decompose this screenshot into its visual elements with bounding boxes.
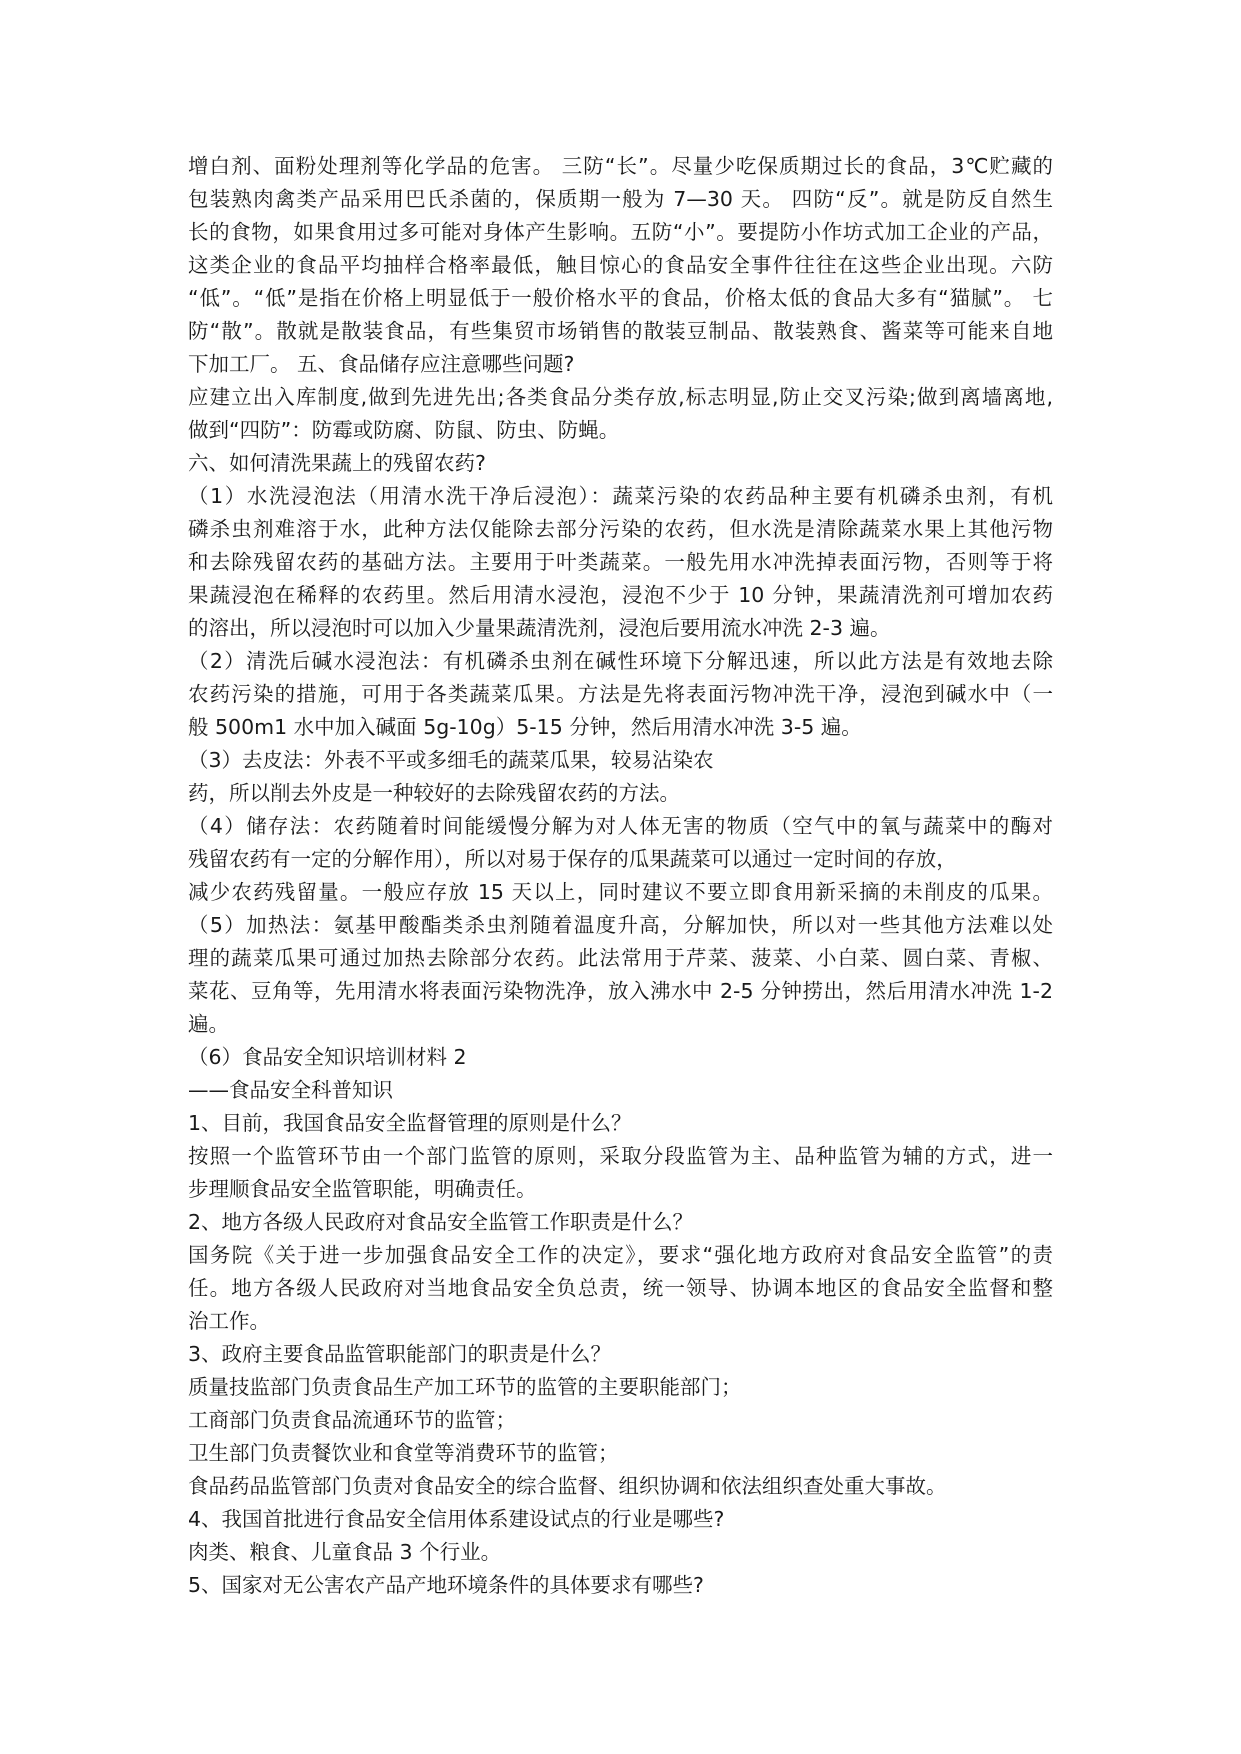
question-heading: 4、我国首批进行食品安全信用体系建设试点的行业是哪些?	[188, 1507, 725, 1531]
text-line: 增白剂、面粉处理剂等化学品的危害。 三防“长”。尽量少吃保质期过长的食品，3℃贮藏的	[188, 154, 1053, 178]
section-heading: （6）食品安全知识培训材料 2	[188, 1045, 467, 1069]
text-line: 药，所以削去外皮是一种较好的去除残留农药的方法。	[188, 781, 680, 805]
text-line: 应建立出入库制度,做到先进先出;各类食品分类存放,标志明显,防止交叉污染;做到离墙离地,	[188, 385, 1053, 409]
text-line: 这类企业的食品平均抽样合格率最低，触目惊心的食品安全事件往往在这些企业出现。六防	[188, 253, 1053, 277]
text-line: （3）去皮法：外表不平或多细毛的蔬菜瓜果，较易沾染农	[188, 748, 714, 772]
text-line: 卫生部门负责餐饮业和食堂等消费环节的监管；	[188, 1441, 619, 1465]
question-heading: 5、国家对无公害农产品产地环境条件的具体要求有哪些?	[188, 1573, 704, 1597]
text-line: 果蔬浸泡在稀释的农药里。然后用清水浸泡，浸泡不少于 10 分钟，果蔬清洗剂可增加农药	[188, 583, 1053, 607]
text-line: 遍。	[188, 1012, 229, 1036]
document-body	[188, 150, 1053, 1602]
text-line: 理的蔬菜瓜果可通过加热去除部分农药。此法常用于芹菜、菠菜、小白菜、圆白菜、青椒、	[188, 946, 1053, 970]
text-line: 按照一个监管环节由一个部门监管的原则，采取分段监管为主、品种监管为辅的方式，进一	[188, 1144, 1053, 1168]
text-line: “低”。“低”是指在价格上明显低于一般价格水平的食品，价格太低的食品大多有“猫腻”。 七	[188, 286, 1053, 310]
text-line: 菜花、豆角等，先用清水将表面污染物洗净，放入沸水中 2-5 分钟捞出，然后用清水冲洗 1-2	[188, 979, 1053, 1003]
text-line: 肉类、粮食、儿童食品 3 个行业。	[188, 1540, 502, 1564]
text-line: 和去除残留农药的基础方法。主要用于叶类蔬菜。一般先用水冲洗掉表面污物，否则等于将	[188, 550, 1053, 574]
text-line: 长的食物，如果食用过多可能对身体产生影响。五防“小”。要提防小作坊式加工企业的产品，	[188, 220, 1053, 244]
text-line: 做到“四防”：防霉或防腐、防鼠、防虫、防蝇。	[188, 418, 620, 442]
text-line: 步理顺食品安全监管职能，明确责任。	[188, 1177, 537, 1201]
text-line: 治工作。	[188, 1309, 270, 1333]
text-line: 包装熟肉禽类产品采用巴氏杀菌的，保质期一般为 7—30 天。 四防“反”。就是防反自然生	[188, 187, 1053, 211]
section-heading: 六、如何清洗果蔬上的残留农药?	[188, 451, 486, 475]
text-line: （4）储存法：农药随着时间能缓慢分解为对人体无害的物质（空气中的氧与蔬菜中的酶对	[188, 814, 1053, 838]
text-line: 磷杀虫剂难溶于水，此种方法仅能除去部分污染的农药，但水洗是清除蔬菜水果上其他污物	[188, 517, 1053, 541]
text-line: 防“散”。散就是散装食品，有些集贸市场销售的散装豆制品、散装熟食、酱菜等可能来自地	[188, 319, 1053, 343]
text-line: 食品药品监管部门负责对食品安全的综合监督、组织协调和依法组织查处重大事故。	[188, 1474, 947, 1498]
text-line: 般 500m1 水中加入碱面 5g-10g）5-15 分钟，然后用清水冲洗 3-5 遍。	[188, 715, 862, 739]
text-line: 的溶出，所以浸泡时可以加入少量果蔬清洗剂，浸泡后要用流水冲洗 2-3 遍。	[188, 616, 891, 640]
text-line: 下加工厂。 五、食品储存应注意哪些问题?	[188, 352, 575, 376]
text-line: 农药污染的措施，可用于各类蔬菜瓜果。方法是先将表面污物冲洗干净，浸泡到碱水中（一	[188, 682, 1053, 706]
text-line: 质量技监部门负责食品生产加工环节的监管的主要职能部门；	[188, 1375, 742, 1399]
question-heading: 3、政府主要食品监管职能部门的职责是什么？	[188, 1342, 612, 1366]
question-heading: 2、地方各级人民政府对食品安全监管工作职责是什么？	[188, 1210, 694, 1234]
section-subtitle: ——食品安全科普知识	[188, 1078, 393, 1102]
text-line: （2）清洗后碱水浸泡法：有机磷杀虫剂在碱性环境下分解迅速，所以此方法是有效地去除	[188, 649, 1053, 673]
question-heading: 1、目前，我国食品安全监督管理的原则是什么？	[188, 1111, 632, 1135]
text-line: 工商部门负责食品流通环节的监管；	[188, 1408, 516, 1432]
text-line: 任。地方各级人民政府对当地食品安全负总责，统一领导、协调本地区的食品安全监督和整	[188, 1276, 1053, 1300]
text-line: （1）水洗浸泡法（用清水洗干净后浸泡）：蔬菜污染的农药品种主要有机磷杀虫剂，有机	[188, 484, 1053, 508]
text-line: 残留农药有一定的分解作用），所以对易于保存的瓜果蔬菜可以通过一定时间的存放，	[188, 847, 957, 871]
text-line: （5）加热法：氨基甲酸酯类杀虫剂随着温度升高，分解加快，所以对一些其他方法难以处	[188, 913, 1053, 937]
text-line: 国务院《关于进一步加强食品安全工作的决定》，要求“强化地方政府对食品安全监管”的责	[188, 1243, 1053, 1267]
text-line: 减少农药残留量。一般应存放 15 天以上，同时建议不要立即食用新采摘的未削皮的瓜果。	[188, 880, 1053, 904]
